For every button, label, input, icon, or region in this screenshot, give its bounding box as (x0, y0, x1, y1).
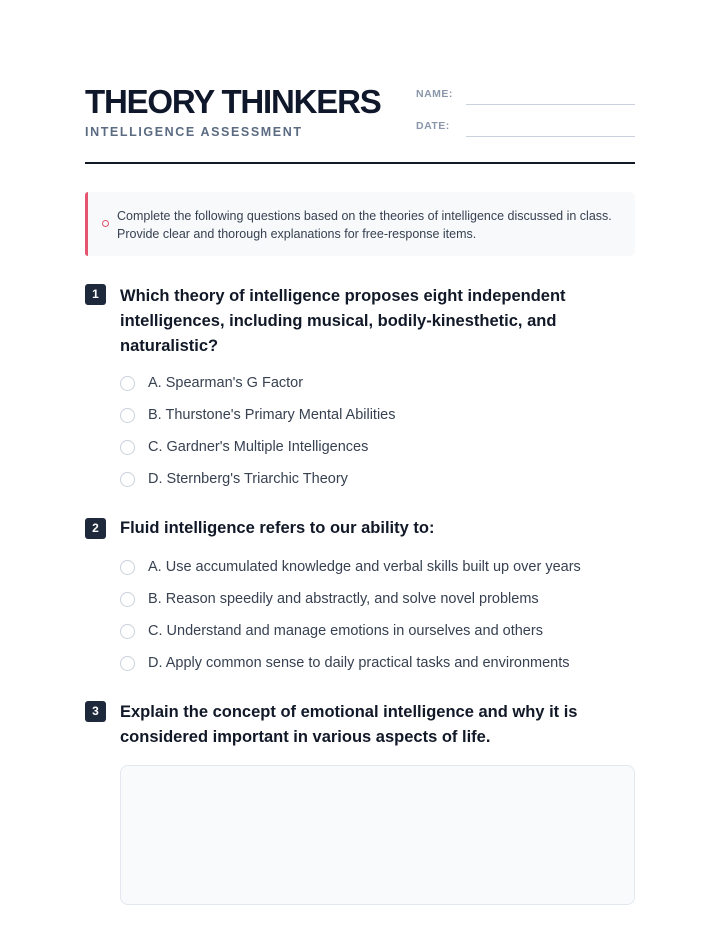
worksheet-header (85, 84, 635, 164)
radio-button[interactable] (120, 624, 135, 639)
option-label: B. Thurstone's Primary Mental Abilities (148, 407, 396, 423)
date-field[interactable] (466, 136, 635, 137)
radio-button[interactable] (120, 376, 135, 391)
instructions-box (85, 192, 635, 256)
option-label: B. Reason speedily and abstractly, and solve novel problems (148, 591, 539, 607)
question-number-badge: 2 (85, 518, 106, 539)
question-text: Fluid intelligence refers to our ability to: (120, 519, 435, 537)
option-label: A. Use accumulated knowledge and verbal skills built up over years (148, 559, 581, 575)
option-2a[interactable] (120, 557, 630, 577)
option-label: C. Understand and manage emotions in ourselves and others (148, 623, 543, 639)
option-1b[interactable] (120, 405, 630, 425)
question-number-badge: 3 (85, 701, 106, 722)
free-response-box[interactable] (120, 765, 635, 905)
radio-button[interactable] (120, 560, 135, 575)
question-text: Explain the concept of emotional intelligence and why it is considered important in various aspects of life. (120, 703, 578, 746)
option-1c[interactable] (120, 437, 630, 457)
date-label: DATE: (416, 120, 450, 132)
radio-button[interactable] (120, 592, 135, 607)
name-label: NAME: (416, 88, 453, 100)
radio-button[interactable] (120, 472, 135, 487)
option-1a[interactable] (120, 373, 630, 393)
instructions-accent-bar (85, 192, 88, 256)
header-divider (85, 162, 635, 164)
option-label: D. Sternberg's Triarchic Theory (148, 471, 348, 487)
radio-button[interactable] (120, 408, 135, 423)
radio-button[interactable] (120, 440, 135, 455)
option-2b[interactable] (120, 589, 630, 609)
question-text: Which theory of intelligence proposes eight independent intelligences, including musical, bodily-kinesthetic, and naturalistic? (120, 287, 566, 355)
question-number-badge: 1 (85, 284, 106, 305)
page-subtitle: INTELLIGENCE ASSESSMENT (85, 125, 303, 139)
option-2c[interactable] (120, 621, 630, 641)
option-1d[interactable] (120, 469, 630, 489)
name-field[interactable] (466, 104, 635, 105)
option-label: A. Spearman's G Factor (148, 375, 304, 391)
option-2d[interactable] (120, 653, 630, 673)
option-label: D. Apply common sense to daily practical tasks and environments (148, 655, 570, 671)
page-title: THEORY THINKERS (85, 83, 381, 120)
info-dot-icon (102, 220, 109, 227)
radio-button[interactable] (120, 656, 135, 671)
instructions-text: Complete the following questions based on the theories of intelligence discussed in class. Provide clear and thorough explanations for free-response items. (117, 209, 612, 241)
option-label: C. Gardner's Multiple Intelligences (148, 439, 369, 455)
